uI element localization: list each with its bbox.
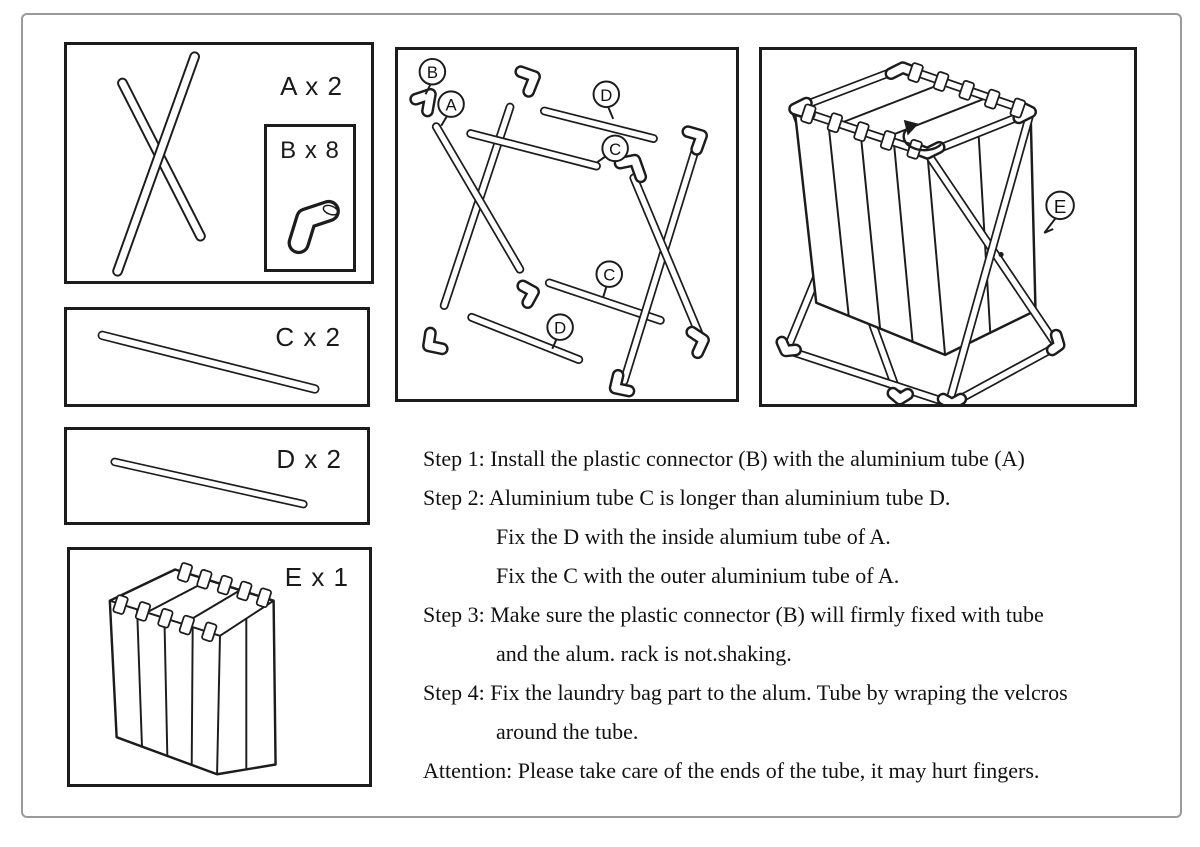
callout-c-bottom (596, 261, 622, 296)
svg-text:C: C (603, 265, 616, 285)
part-label-a: A x 2 (280, 71, 343, 101)
instruction-sheet-border (21, 13, 1182, 818)
tube-drawing (118, 57, 201, 272)
instruction-line: Step 3: Make sure the plastic connector (B) will firmly fixed with tube (423, 602, 1044, 627)
exploded-view-panel (395, 47, 739, 402)
callout-d-top (594, 82, 620, 119)
svg-text:C: C (609, 139, 622, 159)
parts-box-a (64, 42, 374, 284)
svg-text:B: B (426, 63, 438, 83)
parts-box-d (64, 427, 370, 525)
bottom-rails (787, 345, 1059, 404)
part-label-d: D x 2 (276, 444, 342, 474)
instruction-line: Step 4: Fix the laundry bag part to the alum. Tube by wraping the velcros (423, 680, 1068, 705)
instruction-line: Fix the C with the outer aluminium tube of A. (496, 563, 900, 588)
instruction-line: around the tube. (496, 719, 639, 744)
exploded-view-drawing (398, 50, 736, 399)
svg-text:A: A (445, 95, 457, 115)
svg-text:E: E (1053, 195, 1067, 217)
instruction-line: Fix the D with the inside alumium tube of A. (496, 524, 891, 549)
frame-tubes (436, 107, 699, 381)
callout-d-bottom (547, 314, 573, 348)
callout-a (438, 91, 464, 125)
assembled-view-drawing (762, 50, 1134, 404)
callout-c-top (597, 136, 627, 163)
instruction-line: Step 2: Aluminium tube C is longer than aluminium tube D. (423, 485, 951, 510)
part-label-b: B x 8 (280, 137, 340, 164)
svg-text:D: D (554, 318, 567, 338)
parts-box-e (67, 547, 372, 787)
instruction-line: Step 1: Install the plastic connector (B) with the aluminium tube (A) (423, 446, 1025, 471)
instructions-block (423, 447, 1083, 798)
elbow-connector-icon (299, 204, 339, 243)
instruction-line: and the alum. rack is not.shaking. (496, 641, 792, 666)
callout-e (1044, 192, 1074, 233)
assembled-view-panel (759, 47, 1137, 407)
parts-box-b (264, 124, 356, 272)
svg-text:D: D (600, 85, 613, 105)
attention-note: Attention: Please take care of the ends of the tube, it may hurt fingers. (423, 758, 1040, 783)
parts-box-c (64, 307, 370, 407)
part-label-c: C x 2 (275, 322, 341, 352)
part-label-e: E x 1 (284, 562, 349, 592)
